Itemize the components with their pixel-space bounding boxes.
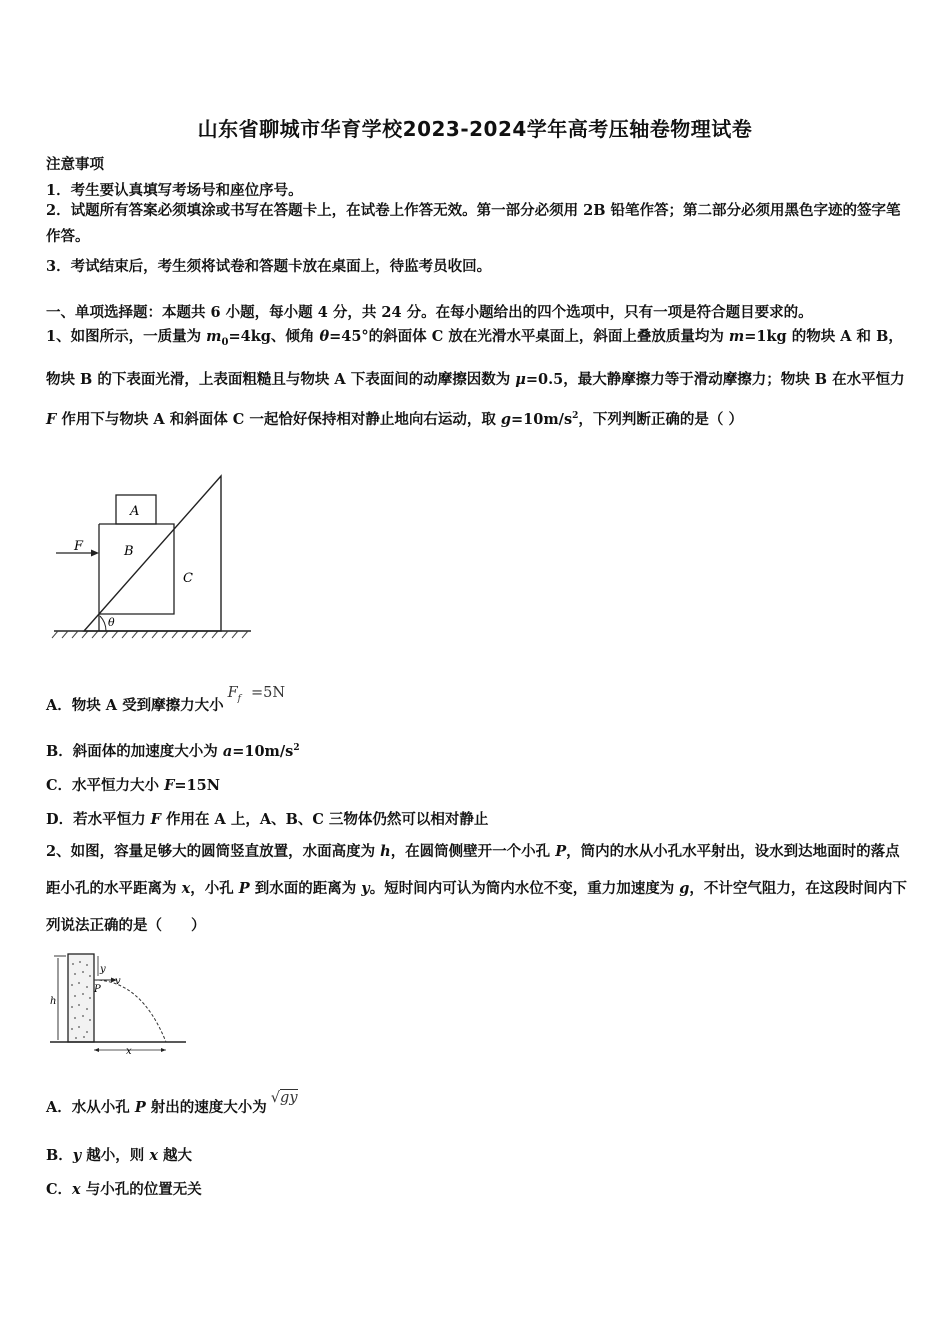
label-c: C <box>183 571 193 586</box>
label-v: v <box>115 976 121 987</box>
notice-item-2: 2．试题所有答案必须填涂或书写在答题卡上，在试卷上作答无效。第一部分必须用 2B 铅笔作答；第二部分必须用黑色字迹的签字笔作答。 <box>46 202 901 245</box>
question-2-stem: 2、如图，容量足够大的圆筒竖直放置，水面高度为 h，在圆筒侧壁开一个小孔 P，筒内的水从小孔水平射出，设水到达地面时的落点距小孔的水平距离为 x，小孔 P 到水面的距离为 y。短时间内可认为筒内水位不变，重力加速度为 g，不计空气阻力，在这段时间内下列说法正确的是（ ） <box>46 843 907 934</box>
q1-option-b: B．斜面体的加速度大小为 $a=10m/s^2$ <box>46 743 300 760</box>
label-f: F <box>74 539 84 554</box>
q1-option-d: D．若水平恒力 F 作用在 A 上，A、B、C 三物体仍然可以相对静止 <box>46 811 489 828</box>
label-p: P <box>94 984 101 995</box>
q2-option-b: B．y 越小，则 x 越大 <box>46 1147 193 1164</box>
trajectory <box>94 980 166 1042</box>
q1-option-c: C．水平恒力大小 F=15N <box>46 777 220 794</box>
label-x: x <box>126 1046 132 1057</box>
notice-item-3: 3．考试结束后，考生须将试卷和答题卡放在桌面上，待监考员收回。 <box>46 258 492 275</box>
incline-figure <box>46 470 261 645</box>
label-theta: θ <box>108 616 115 629</box>
label-h: h <box>50 996 57 1007</box>
q2-option-c: C．x 与小孔的位置无关 <box>46 1181 202 1198</box>
ground-hatch <box>52 631 248 638</box>
label-a: A <box>130 504 140 519</box>
page-title: 山东省聊城市华育学校2023-2024学年高考压轴卷物理试卷 <box>197 117 753 141</box>
q2-option-a: A．水从小孔 P 射出的速度大小为√gy <box>46 1090 298 1116</box>
wedge-c <box>84 476 221 631</box>
q1-option-a: A．物块 A 受到摩擦力大小$F_f =5N$ <box>46 685 286 714</box>
sqrt-radicand: gy <box>280 1090 298 1106</box>
section-heading: 一、单项选择题：本题共 6 小题，每小题 4 分，共 24 分。在每小题给出的四个选项中，只有一项是符合题目要求的。 <box>46 304 813 321</box>
notice-item-1: 1．考生要认真填写考场号和座位序号。 <box>46 182 303 199</box>
question-1-stem: 1、如图所示，一质量为 $m_0=4kg$、倾角 θ=45°的斜面体 C 放在光滑水平桌面上，斜面上叠放质量均为 m=1kg 的物块 A 和 B，物块 B 的下表面光滑，上表面粗糙且与物块 A 下表面间的动摩擦因数为 μ=0.5，最大静摩擦力等于滑动摩擦力；物块 B 在水平恒力 F 作用下与物块 A 和斜面体 C 一起恰好保持相对静止地向右运动，取 $g=10m/s^2$，下列判断正确的是（ ） <box>46 328 905 428</box>
label-b: B <box>124 544 134 559</box>
cylinder-figure <box>46 950 191 1062</box>
notice-heading: 注意事项 <box>46 156 104 173</box>
label-y: y <box>100 964 106 975</box>
